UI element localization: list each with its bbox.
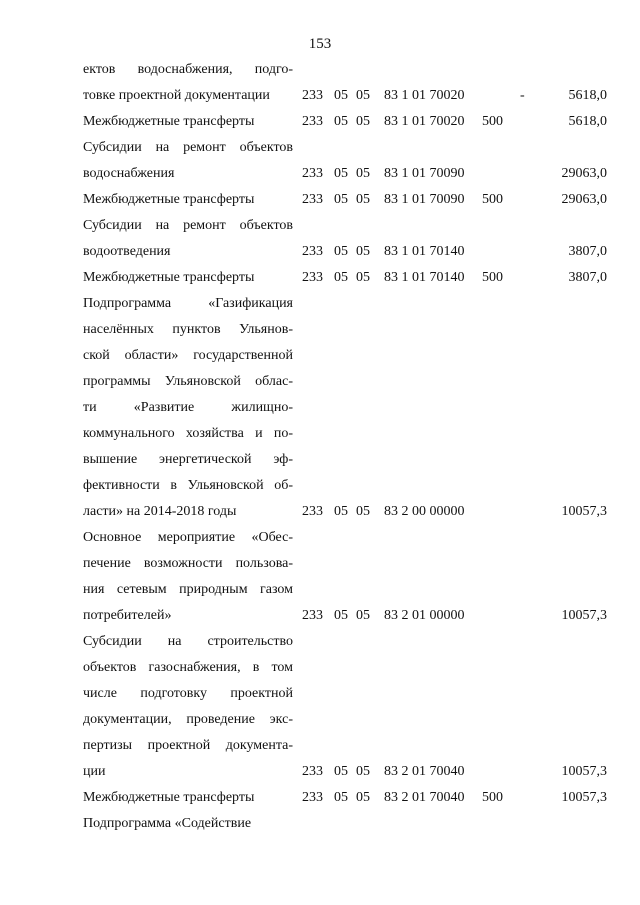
description-line: Субсидии на ремонт объектов: [83, 140, 293, 155]
description-line: пертизы проектной документа-: [83, 738, 293, 753]
description-line: Субсидии на ремонт объектов: [83, 218, 293, 233]
description-line: объектов газоснабжения, в том: [83, 660, 293, 675]
subsection-code: 05: [356, 270, 370, 285]
subsection-code: 05: [356, 608, 370, 623]
row-description: [83, 813, 293, 839]
expense-type-code: 500: [482, 114, 503, 129]
row-description: [83, 267, 293, 293]
target-article-code: 83 1 01 70020: [384, 88, 465, 103]
table-row: [0, 189, 640, 215]
description-line: ции: [83, 764, 106, 779]
target-article-code: 83 1 01 70020: [384, 114, 465, 129]
subsection-code: 05: [356, 166, 370, 181]
row-description: [83, 787, 293, 813]
expense-type-code: 500: [482, 192, 503, 207]
ved-code: 233: [302, 608, 323, 623]
target-article-code: 83 1 01 70090: [384, 192, 465, 207]
amount: 10057,3: [561, 764, 607, 779]
amount: 3807,0: [568, 244, 607, 259]
table-row: [0, 293, 640, 527]
table-row: [0, 137, 640, 189]
row-description: [83, 631, 293, 787]
amount: 5618,0: [568, 114, 607, 129]
table-row: [0, 527, 640, 631]
description-line: населённых пунктов Ульянов-: [83, 322, 293, 337]
target-article-code: 83 2 01 70040: [384, 764, 465, 779]
description-line: Межбюджетные трансферты: [83, 270, 255, 285]
row-description: [83, 293, 293, 527]
expense-type-code: 500: [482, 270, 503, 285]
row-description: [83, 111, 293, 137]
description-line: Основное мероприятие «Обес-: [83, 530, 293, 545]
expense-type-code: 500: [482, 790, 503, 805]
description-line: Субсидии на строительство: [83, 634, 293, 649]
target-article-code: 83 1 01 70140: [384, 270, 465, 285]
subsection-code: 05: [356, 114, 370, 129]
section-code: 05: [334, 504, 348, 519]
section-code: 05: [334, 192, 348, 207]
description-line: коммунального хозяйства и по-: [83, 426, 293, 441]
description-line: печение возможности пользова-: [83, 556, 293, 571]
section-code: 05: [334, 244, 348, 259]
target-article-code: 83 2 00 00000: [384, 504, 465, 519]
section-code: 05: [334, 166, 348, 181]
row-description: [83, 189, 293, 215]
stray-mark: -: [520, 88, 525, 103]
amount: 3807,0: [568, 270, 607, 285]
row-description: [83, 527, 293, 631]
amount: 10057,3: [561, 504, 607, 519]
row-description: [83, 137, 293, 189]
description-line: вышение энергетической эф-: [83, 452, 293, 467]
subsection-code: 05: [356, 764, 370, 779]
description-line: Подпрограмма «Содействие: [83, 816, 252, 831]
description-line: потребителей»: [83, 608, 172, 623]
description-line: товке проектной документации: [83, 88, 270, 103]
target-article-code: 83 2 01 00000: [384, 608, 465, 623]
ved-code: 233: [302, 504, 323, 519]
description-line: ния сетевым природным газом: [83, 582, 293, 597]
description-line: документации, проведение экс-: [83, 712, 293, 727]
table-row: [0, 59, 640, 111]
description-line: ектов водоснабжения, подго-: [83, 62, 293, 77]
section-code: 05: [334, 764, 348, 779]
description-line: Межбюджетные трансферты: [83, 114, 255, 129]
table-row: [0, 267, 640, 293]
table-row: [0, 813, 640, 839]
description-line: Межбюджетные трансферты: [83, 790, 255, 805]
target-article-code: 83 1 01 70140: [384, 244, 465, 259]
target-article-code: 83 1 01 70090: [384, 166, 465, 181]
description-line: Межбюджетные трансферты: [83, 192, 255, 207]
section-code: 05: [334, 270, 348, 285]
amount: 29063,0: [561, 166, 607, 181]
description-line: водоснабжения: [83, 166, 175, 181]
row-description: [83, 215, 293, 267]
description-line: ласти» на 2014-2018 годы: [83, 504, 237, 519]
amount: 29063,0: [561, 192, 607, 207]
ved-code: 233: [302, 166, 323, 181]
ved-code: 233: [302, 114, 323, 129]
description-line: фективности в Ульяновской об-: [83, 478, 293, 493]
table-row: [0, 215, 640, 267]
section-code: 05: [334, 790, 348, 805]
section-code: 05: [334, 88, 348, 103]
ved-code: 233: [302, 244, 323, 259]
subsection-code: 05: [356, 88, 370, 103]
subsection-code: 05: [356, 504, 370, 519]
subsection-code: 05: [356, 192, 370, 207]
table-row: [0, 631, 640, 787]
ved-code: 233: [302, 790, 323, 805]
description-line: водоотведения: [83, 244, 171, 259]
table-row: [0, 787, 640, 813]
description-line: Подпрограмма «Газификация: [83, 296, 293, 311]
subsection-code: 05: [356, 790, 370, 805]
ved-code: 233: [302, 270, 323, 285]
section-code: 05: [334, 608, 348, 623]
description-line: программы Ульяновской облас-: [83, 374, 293, 389]
row-description: [83, 59, 293, 111]
amount: 5618,0: [568, 88, 607, 103]
description-line: числе подготовку проектной: [83, 686, 293, 701]
section-code: 05: [334, 114, 348, 129]
amount: 10057,3: [561, 790, 607, 805]
target-article-code: 83 2 01 70040: [384, 790, 465, 805]
table-row: [0, 111, 640, 137]
description-line: ской области» государственной: [83, 348, 293, 363]
description-line: ти «Развитие жилищно-: [83, 400, 293, 415]
page-number: 153: [308, 36, 332, 52]
subsection-code: 05: [356, 244, 370, 259]
amount: 10057,3: [561, 608, 607, 623]
ved-code: 233: [302, 192, 323, 207]
ved-code: 233: [302, 88, 323, 103]
ved-code: 233: [302, 764, 323, 779]
